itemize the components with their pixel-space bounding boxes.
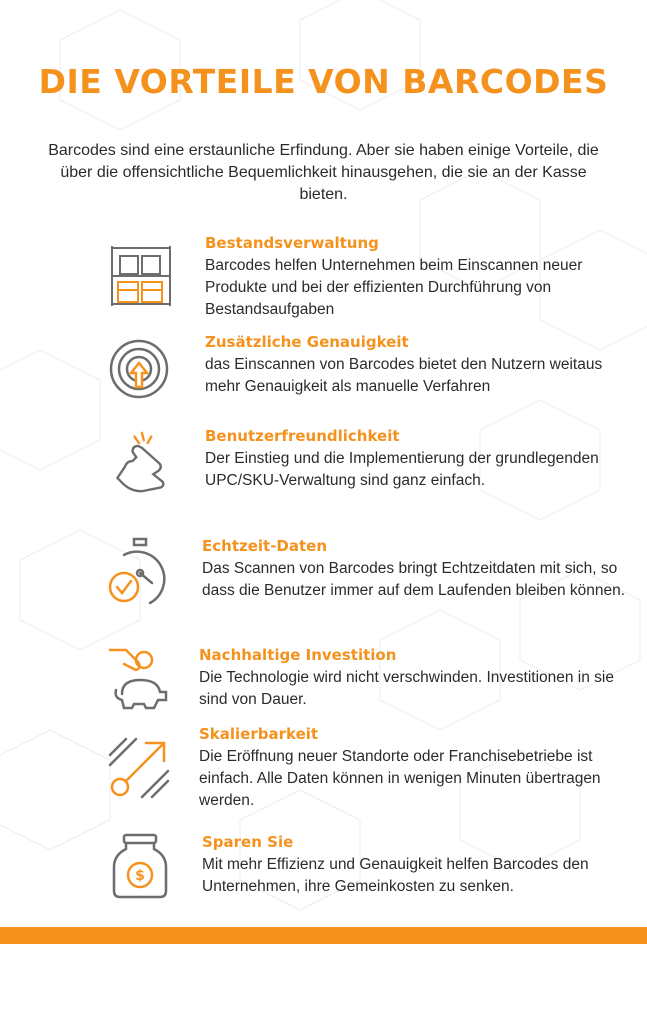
target-arrow-icon — [106, 335, 172, 401]
warehouse-shelves-icon — [108, 242, 174, 308]
svg-text:$: $ — [135, 868, 145, 884]
stopwatch-check-icon — [104, 537, 174, 609]
benefit-title: Nachhaltige Investition — [199, 646, 397, 664]
benefit-text: das Einscannen von Barcodes bietet den Nutzern weitaus mehr Genauigkeit als manuelle Verfahren — [205, 356, 603, 395]
benefit-text: Die Eröffnung neuer Standorte oder Franchisebetriebe ist einfach. Alle Daten können in wenigen Minuten übertragen werden. — [199, 748, 601, 809]
growth-arrow-icon — [106, 735, 172, 801]
footer-accent-bar — [0, 927, 647, 944]
benefit-text: Die Technologie wird nicht verschwinden. Investitionen in sie sind von Dauer. — [199, 669, 614, 708]
tap-hand-icon — [108, 429, 174, 495]
benefit-text: Der Einstieg und die Implementierung der grundlegenden UPC/SKU-Verwaltung sind ganz einfach. — [205, 450, 599, 489]
benefit-title: Skalierbarkeit — [199, 725, 319, 743]
benefit-text: Das Scannen von Barcodes bringt Echtzeitdaten mit sich, so dass die Benutzer immer auf dem Laufenden bleiben können. — [202, 560, 626, 599]
page-title: DIE VORTEILE VON BARCODES — [38, 62, 609, 101]
intro-paragraph: Barcodes sind eine erstaunliche Erfindung. Aber sie haben einige Vorteile, die über die offensichtliche Bequemlichkeit hinausgehen, die sie an der Kasse bieten. — [48, 142, 599, 203]
benefit-title: Bestandsverwaltung — [205, 234, 379, 252]
benefit-title: Echtzeit-Daten — [202, 537, 328, 555]
benefit-title: Zusätzliche Genauigkeit — [205, 333, 409, 351]
benefit-text: Barcodes helfen Unternehmen beim Einscannen neuer Produkte und bei der effizienten Durchführung von Bestandsaufgaben — [205, 257, 583, 318]
hand-coin-piggy-icon — [104, 646, 174, 712]
benefit-text: Mit mehr Effizienz und Genauigkeit helfen Barcodes den Unternehmen, ihre Gemeinkosten zu senken. — [202, 856, 589, 895]
benefit-title: Sparen Sie — [202, 833, 294, 851]
benefit-title: Benutzerfreundlichkeit — [205, 427, 400, 445]
money-jar-icon — [108, 833, 174, 899]
